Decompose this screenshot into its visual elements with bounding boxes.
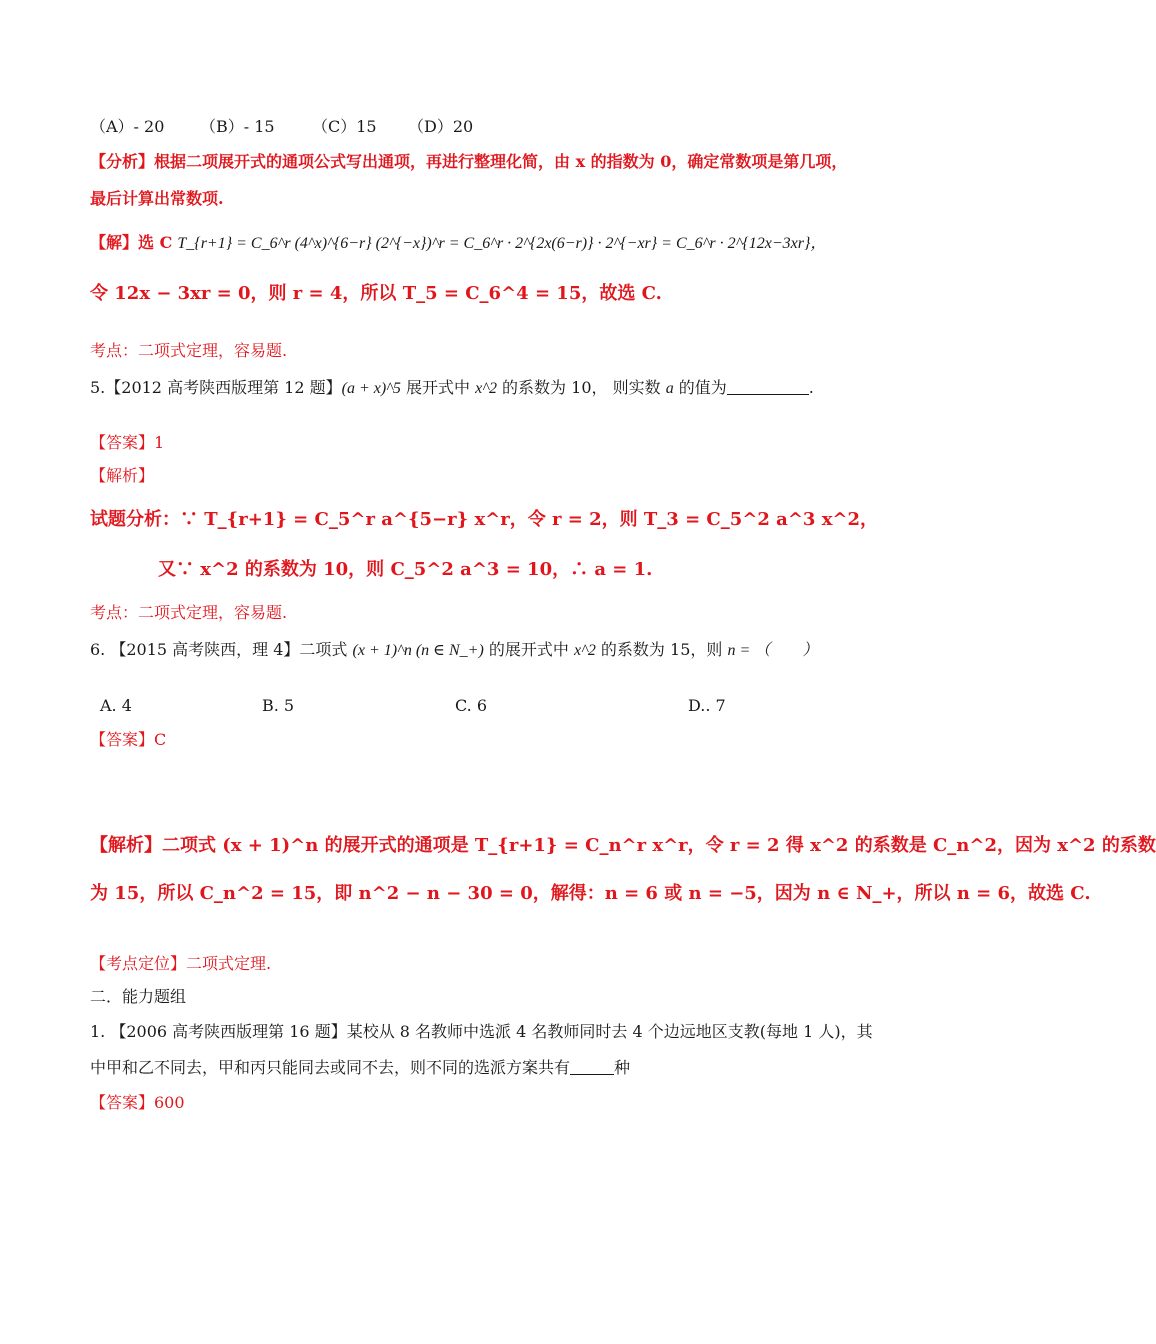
- q6-answer: 【答案】C: [90, 730, 167, 749]
- q5-explain-label: 【解析】: [90, 466, 155, 485]
- q6-formula-1: (x + 1)^n (n ∈ N_+): [352, 642, 484, 659]
- s2-q1-blank: [570, 1058, 614, 1075]
- q4-solution-formula: T_{r+1} = C_6^r (4^x)^{6−r} (2^{−x})^r = C_6^r · 2^{2x(6−r)} · 2^{−xr} = C_6^r · 2^{12x−3xr}，: [177, 235, 827, 252]
- q6-explain-line2: 为 15，所以 C_n^2 = 15，即 n^2 − n − 30 = 0，解得：n = 6 或 n = −5，因为 n ∈ N_+，所以 n = 6，故选 C.: [90, 883, 1091, 904]
- q6-explain-line1: 【解析】二项式 (x + 1)^n 的展开式的通项是 T_{r+1} = C_n^r x^r，令 r = 2 得 x^2 的系数是 C_n^2，因为 x^2 的系数: [90, 835, 1156, 856]
- s2-q1-answer: 【答案】600: [90, 1093, 185, 1112]
- q5-stem-suffix: 的系数为 10， 则实数: [496, 378, 666, 397]
- q6-formula-3: n = （ ）: [727, 642, 819, 659]
- q4-point: 考点：二项式定理，容易题.: [90, 341, 288, 360]
- q5-stem-end: 的值为: [673, 378, 727, 397]
- q5-stem: [90, 378, 814, 399]
- q5-point: 考点：二项式定理，容易题.: [90, 603, 288, 622]
- q6-option-a: A. 4: [100, 696, 132, 715]
- q4-option-d: （D）20: [408, 117, 474, 136]
- q4-solution-label: 【解】选 C: [90, 233, 173, 252]
- q5-explain-line1: 试题分析：∵ T_{r+1} = C_5^r a^{5−r} x^r，令 r = 2，则 T_3 = C_5^2 a^3 x^2，: [90, 509, 879, 530]
- q5-formula-1: (a + x)^5: [341, 380, 401, 397]
- q5-formula-2: x^2: [475, 380, 497, 397]
- s2-q1-line1: 1. 【2006 高考陕西版理第 16 题】某校从 8 名教师中选派 4 名教师同时去 4 个边远地区支教(每地 1 人)，其: [90, 1022, 873, 1041]
- q6-option-c: C. 6: [455, 696, 488, 715]
- q5-stem-mid: 展开式中: [400, 378, 476, 397]
- q5-stem-prefix: 5.【2012 高考陕西版理第 12 题】: [90, 378, 342, 397]
- q4-analysis-line2: 最后计算出常数项.: [90, 189, 224, 208]
- q4-solution: [90, 233, 826, 254]
- s2-q1-end: 种: [614, 1058, 631, 1077]
- q6-formula-2: x^2: [573, 642, 596, 659]
- q6-stem-suffix: 的系数为 15，则: [595, 640, 728, 659]
- q4-option-c: （C）15: [312, 117, 377, 136]
- q4-analysis-line1: 【分析】根据二项展开式的通项公式写出通项，再进行整理化简，由 x 的指数为 0，确定常数项是第几项，: [90, 152, 848, 171]
- q5-answer-blank: [727, 378, 809, 395]
- q4-option-b: （B）- 15: [200, 117, 275, 136]
- q6-option-d: D.. 7: [688, 696, 726, 715]
- q6-stem: [90, 640, 818, 661]
- q6-point: 【考点定位】二项式定理.: [90, 954, 272, 973]
- s2-q1-line2-text: 中甲和乙不同去，甲和丙只能同去或同不去，则不同的选派方案共有: [90, 1058, 571, 1077]
- q5-formula-3: a: [665, 380, 674, 397]
- q6-stem-mid: 的展开式中: [483, 640, 574, 659]
- section-title: 二．能力题组: [90, 987, 187, 1006]
- q5-explain-line2: 又∵ x^2 的系数为 10，则 C_5^2 a^3 = 10，∴ a = 1.: [158, 559, 653, 580]
- q4-option-a: （A）- 20: [90, 117, 165, 136]
- q6-option-b: B. 5: [262, 696, 295, 715]
- q5-answer: 【答案】1: [90, 433, 165, 452]
- q5-stem-period: .: [808, 378, 814, 397]
- s2-q1-line2: [90, 1058, 630, 1078]
- q4-solution-line2: 令 12x − 3xr = 0，则 r = 4，所以 T_5 = C_6^4 = 15，故选 C.: [90, 283, 662, 304]
- q6-stem-prefix: 6. 【2015 高考陕西，理 4】二项式: [90, 640, 353, 659]
